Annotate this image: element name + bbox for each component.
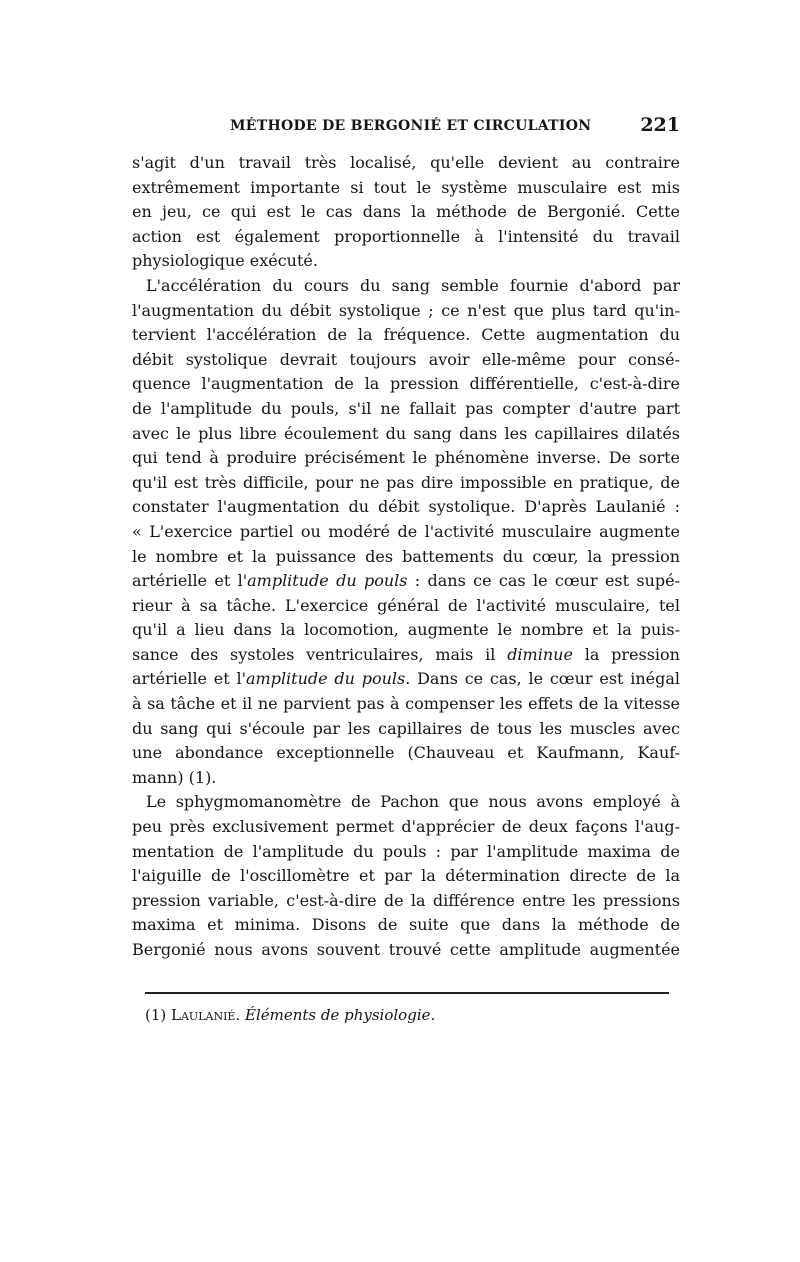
footnote-divider xyxy=(145,992,669,994)
italic-word: diminue xyxy=(507,644,573,664)
text-segment: sance des systoles ventriculaires, mais il xyxy=(132,644,508,664)
text-line: tervient l'accélération de la fréquence. Cette augmentation du xyxy=(132,325,680,345)
text-line: L'accélération du cours du sang semble fournie d'abord par xyxy=(146,275,680,295)
text-line: du sang qui s'écoule par les capillaires de tous les muscles avec xyxy=(132,718,680,738)
text-line xyxy=(132,667,680,692)
text-line: s'agit d'un travail très localisé, qu'elle devient au contraire xyxy=(132,153,680,172)
text-line: rieur à sa tâche. L'exercice général de l'activité musculaire, tel xyxy=(132,595,680,615)
italic-phrase: amplitude du pouls xyxy=(245,669,406,689)
text-line: avec le plus libre écoulement du sang dans les capillaires dilatés xyxy=(132,423,680,443)
text-segment: artérielle et l' xyxy=(132,669,246,689)
text-segment: artérielle et l' xyxy=(132,571,248,591)
text-segment: : dans ce cas le cœur est supé- xyxy=(407,571,681,591)
text-line: débit systolique devrait toujours avoir elle-même pour consé- xyxy=(132,349,680,369)
footnote-title: Éléments de physiologie. xyxy=(245,1006,436,1024)
footnote-author: Laulanié. xyxy=(171,1006,241,1024)
text-line: Bergonié nous avons souvent trouvé cette amplitude augmentée xyxy=(132,940,680,959)
text-line: l'augmentation du débit systolique ; ce n'est que plus tard qu'in- xyxy=(132,300,680,320)
text-line xyxy=(132,569,680,594)
text-line: peu près exclusivement permet d'apprécier de deux façons l'aug- xyxy=(132,817,680,837)
text-line: qu'il est très difficile, pour ne pas dire impossible en pratique, de xyxy=(132,472,680,492)
footnote-marker: (1) xyxy=(145,1006,172,1024)
text-line xyxy=(132,643,680,668)
italic-phrase: amplitude du pouls xyxy=(247,571,408,591)
body-text xyxy=(132,151,680,963)
footnote xyxy=(145,1006,435,1024)
text-line: maxima et minima. Disons de suite que dans la méthode de xyxy=(132,915,680,935)
text-line: une abondance exceptionnelle (Chauveau et Kaufmann, Kauf- xyxy=(132,743,680,763)
text-line: pression variable, c'est-à-dire de la différence entre les pressions xyxy=(132,890,680,910)
text-line: constater l'augmentation du débit systolique. D'après Laulanié : xyxy=(132,497,680,517)
text-line: qui tend à produire précisément le phénomène inverse. De sorte xyxy=(132,448,680,468)
running-title: MÉTHODE DE BERGONIÉ ET CIRCULATION xyxy=(230,118,592,134)
text-line: l'aiguille de l'oscillomètre et par la détermination directe de la xyxy=(132,866,680,886)
text-line: quence l'augmentation de la pression différentielle, c'est-à-dire xyxy=(132,374,680,394)
text-line: mann) (1). xyxy=(132,767,217,787)
page-header xyxy=(132,116,680,140)
text-line: physiologique exécuté. xyxy=(132,251,318,271)
text-segment: . Dans ce cas, le cœur est inégal xyxy=(405,669,681,689)
text-line: en jeu, ce qui est le cas dans la méthode de Bergonié. Cette xyxy=(132,202,680,222)
page-number: 221 xyxy=(640,114,680,136)
text-line: action est également proportionnelle à l'intensité du travail xyxy=(132,226,680,246)
text-line: « L'exercice partiel ou modéré de l'activité musculaire augmente xyxy=(132,521,680,541)
text-line: à sa tâche et il ne parvient pas à compenser les effets de la vitesse xyxy=(132,694,680,714)
text-line: extrêmement importante si tout le système musculaire est mis xyxy=(132,177,680,197)
text-segment: la pression xyxy=(572,644,680,664)
text-line: qu'il a lieu dans la locomotion, augmente le nombre et la puis- xyxy=(132,620,680,640)
text-line: le nombre et la puissance des battements du cœur, la pression xyxy=(132,546,680,566)
text-line: Le sphygmomanomètre de Pachon que nous avons employé à xyxy=(146,792,680,812)
text-line: de l'amplitude du pouls, s'il ne fallait pas compter d'autre part xyxy=(132,398,680,418)
text-line: mentation de l'amplitude du pouls : par l'amplitude maxima de xyxy=(132,841,680,861)
